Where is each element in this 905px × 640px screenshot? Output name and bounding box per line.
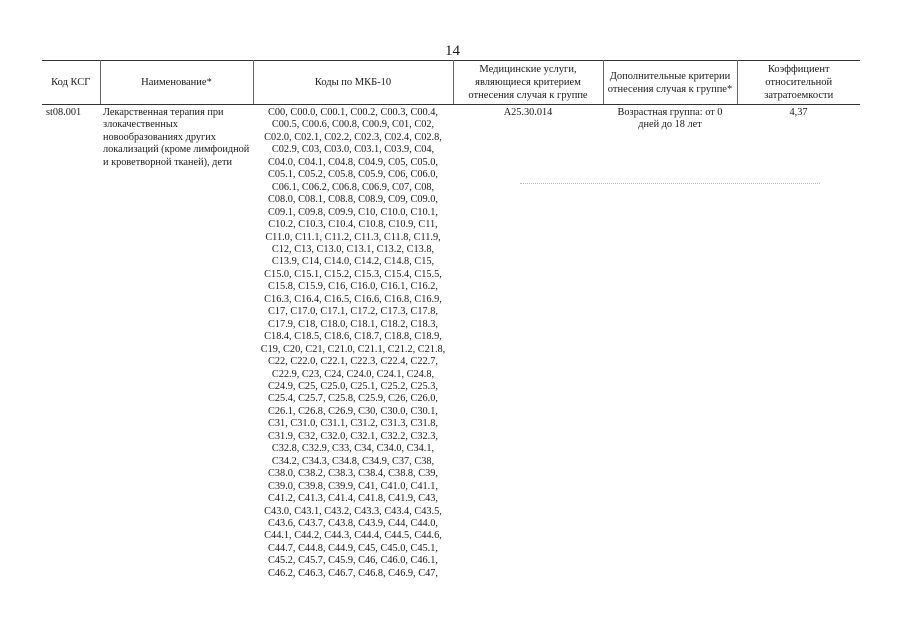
header-coefficient: Коэффициент относительной затратоемкости — [737, 61, 860, 105]
mkb-code-line: C05.1, C05.2, C05.8, C05.9, C06, C06.0, — [268, 169, 438, 181]
mkb-code-line: C11.0, C11.1, C11.2, C11.3, C11.8, C11.9, — [265, 231, 441, 243]
table-row — [42, 105, 860, 581]
mkb-code-line: C08.0, C08.1, C08.8, C08.9, C09, C09.0, — [268, 194, 438, 206]
header-mkb: Коды по МКБ-10 — [253, 61, 453, 105]
mkb-code-line: C02.0, C02.1, C02.2, C02.3, C02.4, C02.8, — [264, 131, 442, 143]
mkb-code-line: C43.0, C43.1, C43.2, C43.3, C43.4, C43.5, — [264, 505, 442, 517]
mkb-code-line: C46.2, C46.3, C46.7, C46.8, C46.9, C47, — [268, 567, 438, 579]
header-code: Код КСГ — [42, 61, 100, 105]
mkb-code-line: C25.4, C25.7, C25.8, C25.9, C26, C26.0, — [268, 393, 438, 405]
mkb-code-line: C44.1, C44.2, C44.3, C44.4, C44.5, C44.6, — [264, 530, 442, 542]
mkb-code-line: C02.9, C03, C03.0, C03.1, C03.9, C04, — [271, 144, 435, 156]
mkb-code-line: C00.5, C00.6, C00.8, C00.9, C01, C02, — [271, 119, 435, 131]
cell-mkb-codes — [253, 105, 453, 581]
cell-criteria: Возрастная группа: от 0 дней до 18 лет — [617, 107, 723, 131]
cell-services: A25.30.014 — [503, 107, 553, 118]
mkb-code-line: C10.2, C10.3, C10.4, C10.8, C10.9, C11, — [268, 219, 438, 231]
cell-coefficient: 4,37 — [789, 107, 808, 118]
header-services: Медицинские услуги, являющиеся критерием отнесения случая к группе — [453, 61, 603, 105]
mkb-code-line: C15.8, C15.9, C16, C16.0, C16.1, C16.2, — [268, 281, 438, 293]
mkb-code-line: C04.0, C04.1, C04.8, C04.9, C05, C05.0, — [268, 156, 438, 168]
header-name: Наименование* — [100, 61, 253, 105]
page-number: 14 — [445, 43, 460, 59]
mkb-code-line: C43.6, C43.7, C43.8, C43.9, C44, C44.0, — [268, 517, 438, 529]
ksg-table — [42, 60, 860, 580]
mkb-code-line: C22.9, C23, C24, C24.0, C24.1, C24.8, — [271, 368, 435, 380]
mkb-code-line: C34.2, C34.3, C34.8, C34.9, C37, C38, — [271, 455, 435, 467]
cell-name: Лекарственная терапия при злокачественных новообразованиях других локализаций (кроме лимфоидной и кроветворной тканей), дети — [103, 107, 250, 168]
mkb-code-line: C06.1, C06.2, C06.8, C06.9, C07, C08, — [271, 181, 435, 193]
header-criteria: Дополнительные критерии отнесения случая к группе* — [603, 61, 737, 105]
mkb-code-line: C24.9, C25, C25.0, C25.1, C25.2, C25.3, — [268, 380, 438, 392]
mkb-code-line: C22, C22.0, C22.1, C22.3, C22.4, C22.7, — [268, 356, 438, 368]
mkb-code-line: C17, C17.0, C17.1, C17.2, C17.3, C17.8, — [268, 306, 438, 318]
mkb-code-line: C45.2, C45.7, C45.9, C46, C46.0, C46.1, — [268, 555, 438, 567]
mkb-code-line: C17.9, C18, C18.0, C18.1, C18.2, C18.3, — [268, 318, 438, 330]
mkb-code-line: C41.2, C41.3, C41.4, C41.8, C41.9, C43, — [268, 493, 438, 505]
mkb-code-line: C39.0, C39.8, C39.9, C41, C41.0, C41.1, — [268, 480, 438, 492]
table-header-row — [42, 61, 860, 105]
mkb-code-line: C13.9, C14, C14.0, C14.2, C14.8, C15, — [271, 256, 435, 268]
mkb-code-line: C31, C31.0, C31.1, C31.2, C31.3, C31.8, — [268, 418, 438, 430]
mkb-code-line: C09.1, C09.8, C09.9, C10, C10.0, C10.1, — [268, 206, 438, 218]
mkb-code-line: C00, C00.0, C00.1, C00.2, C00.3, C00.4, — [268, 107, 438, 118]
mkb-code-line: C18.4, C18.5, C18.6, C18.7, C18.8, C18.9, — [264, 331, 442, 343]
mkb-code-line: C15.0, C15.1, C15.2, C15.3, C15.4, C15.5, — [264, 268, 442, 280]
cell-code: st08.001 — [46, 107, 82, 118]
mkb-code-line: C26.1, C26.8, C26.9, C30, C30.0, C30.1, — [268, 405, 438, 417]
mkb-code-line: C19, C20, C21, C21.0, C21.1, C21.2, C21.8, — [260, 343, 446, 355]
scan-artifact — [520, 183, 820, 186]
mkb-code-line: C38.0, C38.2, C38.3, C38.4, C38.8, C39, — [268, 468, 438, 480]
mkb-code-line: C16.3, C16.4, C16.5, C16.6, C16.8, C16.9, — [264, 293, 442, 305]
mkb-code-line: C31.9, C32, C32.0, C32.1, C32.2, C32.3, — [268, 430, 438, 442]
mkb-code-line: C44.7, C44.8, C44.9, C45, C45.0, C45.1, — [268, 542, 438, 554]
mkb-code-line: C12, C13, C13.0, C13.1, C13.2, C13.8, — [271, 243, 435, 255]
mkb-code-line: C32.8, C32.9, C33, C34, C34.0, C34.1, — [271, 443, 435, 455]
